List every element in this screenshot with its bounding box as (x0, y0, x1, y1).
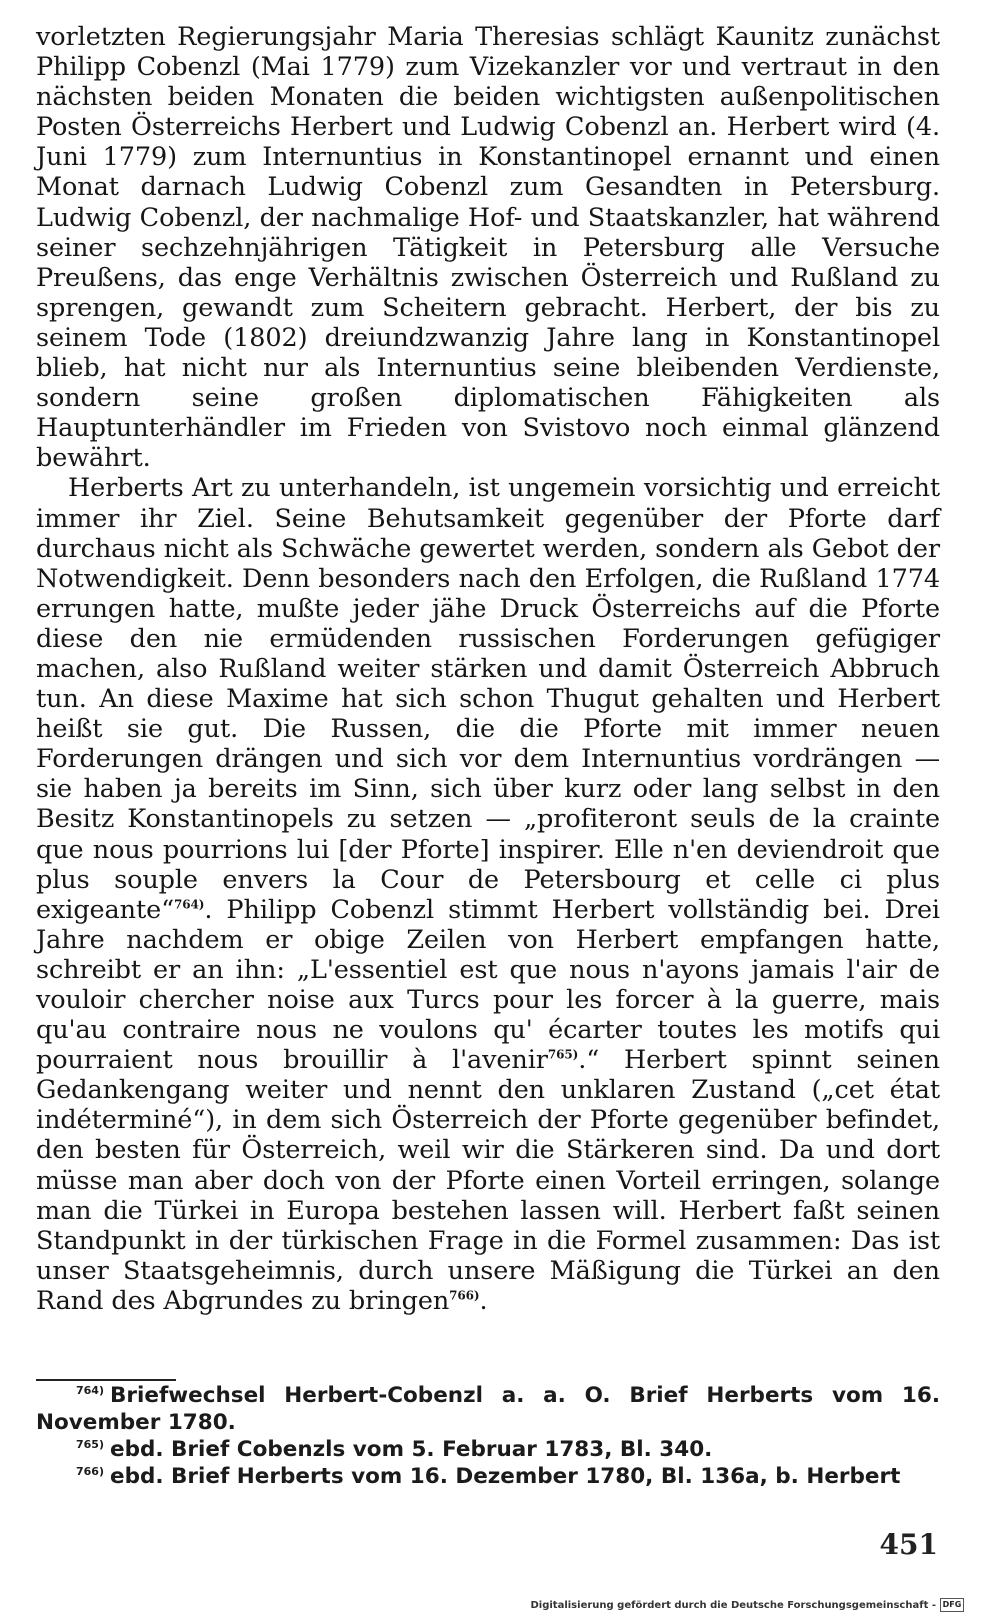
text-run: . (479, 1285, 488, 1316)
text-run: .“ Herbert spinnt seinen Gedankengang weiter und nennt den unklaren Zustand („cet état indéterminé“), in dem sich Österreich der Pforte gegenüber befindet, den besten für Österreich, weil wir die Stärkeren sind. Da und dort müsse man aber doch von der Pforte einen Vorteil erringen, solange man die Türkei in Europa bestehen lassen will. Herbert faßt seinen Standpunkt in der türkischen Frage in die Formel zusammen: Das ist unser Staatsgeheimnis, durch unsere Mäßigung die Türkei an den Rand des Abgrundes zu bringen (36, 1045, 940, 1316)
footnote-text: ebd. Brief Herberts vom 16. Dezember 1780, Bl. 136a, b. Herbert (110, 1464, 901, 1489)
footnote (36, 1382, 940, 1436)
digitization-credit (530, 1598, 964, 1612)
footnote-text: Briefwechsel Herbert-Cobenzl a. a. O. Brief Herberts vom 16. November 1780. (36, 1383, 940, 1435)
text-run: vorletzten Regierungsjahr Maria Theresias schlägt Kaunitz zunächst Philipp Cobenzl (Mai 1779) zum Vizekanzler vor und vertraut in den nächsten beiden Monaten die beiden wichtigsten außenpolitischen Posten Österreichs Herbert und Ludwig Cobenzl an. Herbert wird (4. Juni 1779) zum Internuntius in Konstantinopel ernannt und einen Monat darnach Ludwig Cobenzl zum Gesandten in Petersburg. Ludwig Cobenzl, der nachmalige Hof- und Staatskanzler, hat während seiner sechzehnjährigen Tätigkeit in Petersburg alle Versuche Preußens, das enge Verhältnis zwischen Österreich und Rußland zu sprengen, gewandt zum Scheitern gebracht. Herbert, der bis zu seinem Tode (1802) dreiundzwanzig Jahre lang in Konstantinopel blieb, hat nicht nur als Internuntius seine bleibenden Verdienste, sondern seine großen diplomatischen Fähigkeiten als Hauptunterhändler im Frieden von Svistovo noch einmal glänzend bewährt. (36, 22, 940, 474)
footnote-text: ebd. Brief Cobenzls vom 5. Februar 1783, Bl. 340. (110, 1437, 713, 1462)
paragraph (36, 473, 940, 1316)
footnote-reference: 766) (449, 1288, 480, 1303)
text-run: Herberts Art zu unterhandeln, ist ungemein vorsichtig und erreicht immer ihr Ziel. Seine Behutsamkeit gegenüber der Pforte darf durchaus nicht als Schwäche gewertet werden, sondern als Gebot der Notwendigkeit. Denn besonders nach den Erfolgen, die Rußland 1774 errungen hatte, mußte jeder jähe Druck Österreichs auf die Pforte diese den nie ermüdenden russischen Forderungen gefügiger machen, also Rußland weiter stärken und damit Österreich Abbruch tun. An diese Maxime hat sich schon Thugut gehalten und Herbert heißt sie gut. Die Russen, die die Pforte mit immer neuen Forderungen drängen und sich vor dem Internuntius vordrängen — sie haben ja bereits im Sinn, sich über kurz oder lang selbst in den Besitz Konstantinopels zu setzen — „profiteront seuls de la crainte que nous pourrions lui [der Pforte] inspirer. Elle n'en deviendroit que plus souple envers la Cour de Petersbourg et celle ci plus exigeante“ (36, 473, 940, 925)
footnote-number: 766) (76, 1464, 104, 1478)
footnote-separator (36, 1379, 176, 1381)
credit-text: Digitalisierung gefördert durch die Deutsche Forschungsgemeinschaft - (530, 1599, 936, 1611)
text-run: . Philipp Cobenzl stimmt Herbert vollständig bei. Drei Jahre nachdem er obige Zeilen von Herbert empfangen hatte, schreibt er an ihn: „L'essentiel est que nous n'ayons jamais l'air de vouloir chercher noise aux Turcs pour les forcer à la guerre, mais qu'au contraire nous ne voulons qu' écarter toutes les motifs qui pourraient nous brouillir à l'avenir (36, 894, 940, 1076)
footnote (36, 1436, 940, 1463)
footnote-number: 764) (76, 1383, 104, 1397)
paragraph (36, 22, 940, 473)
body-text (36, 22, 940, 1316)
page-number: 451 (879, 1528, 938, 1561)
footnote (36, 1463, 940, 1490)
footnotes (36, 1382, 940, 1490)
footnote-reference: 764) (174, 897, 205, 912)
dfg-logo: DFG (940, 1598, 964, 1612)
footnote-number: 765) (76, 1437, 104, 1451)
footnote-reference: 765) (547, 1047, 579, 1062)
